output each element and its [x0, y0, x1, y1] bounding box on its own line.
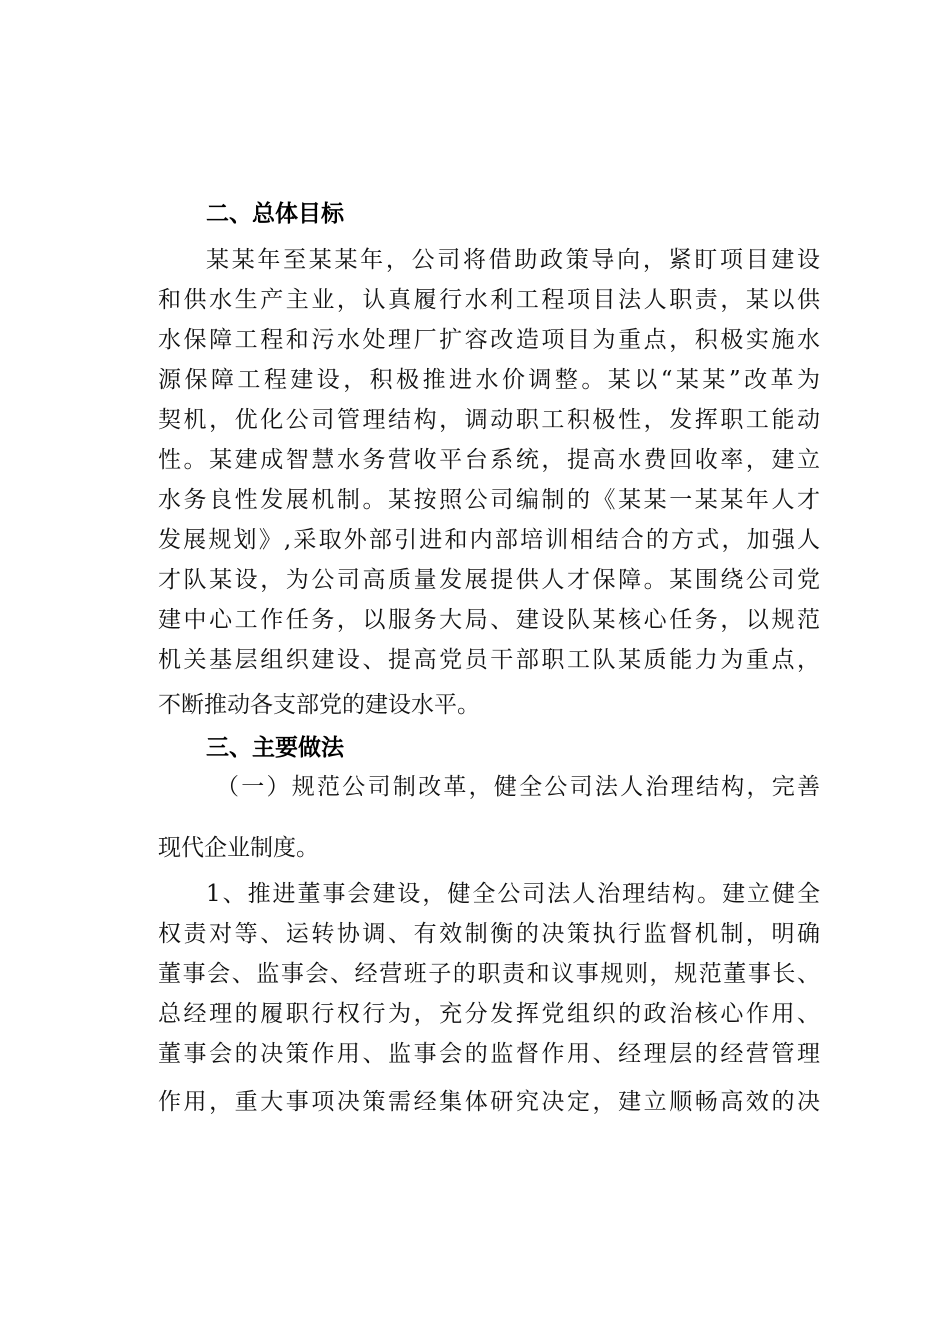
paragraph-line: 机关基层组织建设、提高党员干部职工队某质能力为重点，: [158, 647, 820, 673]
paragraph-line: 和供水生产主业，认真履行水利工程项目法人职责，某以供: [158, 287, 820, 313]
section-heading-overall-goals: 二、总体目标: [206, 201, 344, 227]
paragraph-line: 源保障工程建设，积极推进水价调整。某以“某某”改革为: [158, 367, 820, 393]
section-heading-main-practices: 三、主要做法: [206, 735, 344, 761]
paragraph-line: 1、推进董事会建设，健全公司法人治理结构。建立健全: [206, 881, 820, 907]
paragraph-line: 某某年至某某年，公司将借助政策导向，紧盯项目建设: [206, 247, 820, 273]
paragraph-line: 权责对等、运转协调、有效制衡的决策执行监督机制，明确: [158, 921, 820, 947]
subsection-heading-line: （一）规范公司制改革，健全公司法人治理结构，完善: [216, 774, 820, 800]
subsection-heading-line: 现代企业制度。: [158, 835, 319, 861]
paragraph-line: 水保障工程和污水处理厂扩容改造项目为重点，积极实施水: [158, 327, 820, 353]
paragraph-line: 才队某设，为公司高质量发展提供人才保障。某围绕公司党: [158, 567, 820, 593]
paragraph-line: 水务良性发展机制。某按照公司编制的《某某一某某年人才: [158, 487, 820, 513]
paragraph-line: 董事会的决策作用、监事会的监督作用、经理层的经营管理: [158, 1041, 820, 1067]
paragraph-line: 董事会、监事会、经营班子的职责和议事规则，规范董事长、: [158, 961, 820, 987]
paragraph-line: 契机，优化公司管理结构，调动职工积极性，发挥职工能动: [158, 407, 820, 433]
paragraph-line: 性。某建成智慧水务营收平台系统，提高水费回收率，建立: [158, 447, 820, 473]
paragraph-line: 作用，重大事项决策需经集体研究决定，建立顺畅高效的决: [158, 1089, 820, 1115]
paragraph-line: 总经理的履职行权行为，充分发挥党组织的政治核心作用、: [158, 1001, 820, 1027]
paragraph-line: 建中心工作任务，以服务大局、建设队某核心任务，以规范: [158, 607, 820, 633]
paragraph-line: 发展规划》,采取外部引进和内部培训相结合的方式，加强人: [158, 527, 820, 553]
paragraph-line: 不断推动各支部党的建设水平。: [158, 692, 480, 718]
